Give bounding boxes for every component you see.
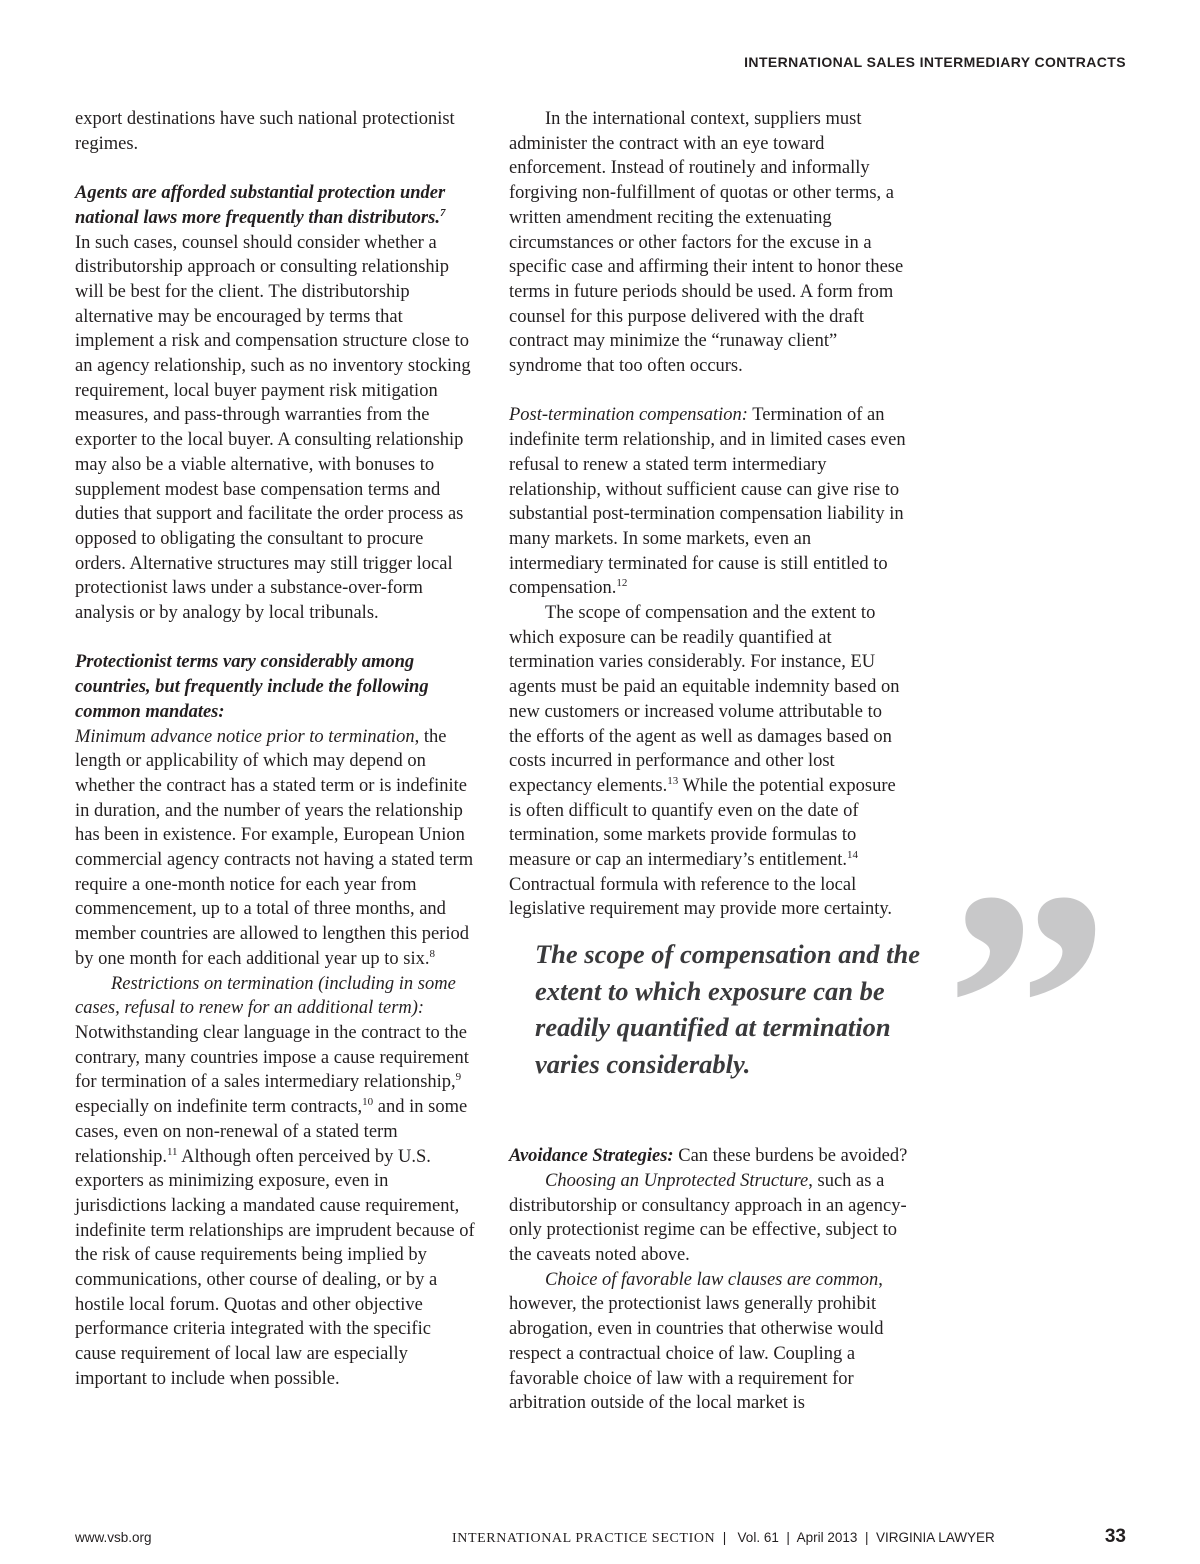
page-number: 33 — [1104, 1526, 1126, 1547]
paragraph — [509, 1144, 909, 1169]
right-column — [509, 107, 920, 1416]
paragraph-text: especially on indefinite term contracts, — [75, 1097, 363, 1118]
run-in-heading: Avoidance Strategies: — [509, 1146, 674, 1167]
paragraph: In the international context, suppliers must administer the contract with an eye toward enforcement. Instead of routinely and informally forgiving non-fulfillment of quotas or other terms, a written amendment reciting the extenuating circumstances or other factors for the excuse in a specific case and affirming their intent to honor these terms in future periods should be used. A form from counsel for this purpose delivered with the draft contract may minimize the “runaway client” syndrome that too often occurs. — [509, 109, 904, 377]
run-in-term: Choosing an Unprotected Structure — [545, 1170, 809, 1191]
footer-publication-info — [452, 1530, 995, 1547]
footer-date: April 2013 — [796, 1530, 858, 1545]
paragraph-text: Although often perceived by U.S. exporters as minimizing exposure, even in jurisdictions lacking a mandated cause requirement, indefinite term relationships are imprudent because of the risk of cause requirements being implied by communications, other course of dealing, or by a hostile local forum. Quotas and other objective performance criteria integrated with the specific cause requirement of local law are especially important to include when possible. — [75, 1146, 475, 1389]
paragraph — [509, 601, 909, 922]
paragraph-text: Termination of an indefinite term relationship, and in limited cases even refusal to renew a stated term intermediary relationship, without sufficient cause can give rise to substantial post-termination compensation liability in many markets. In some markets, even an intermediary terminated for cause is still entitled to compensation. — [509, 405, 906, 599]
paragraph — [75, 725, 475, 972]
paragraph: In such cases, counsel should consider whether a distributorship approach or consulting relationship will be best for the client. The distributorship alternative may be encouraged by terms that implement a risk and compensation structure close to an agency relationship, such as no inventory stocking requirement, local buyer payment risk mitigation measures, and pass-through warranties from the exporter to the local buyer. A consulting relationship may also be a viable alternative, with bonuses to supplement modest base compensation terms and duties that support and facilitate the order process as opposed to obligating the consultant to procure orders. Alternative structures may still trigger local protectionist laws under a substance-over-form analysis or by analogy by local tribunals. — [75, 232, 471, 624]
footnote-ref: 13 — [667, 774, 679, 787]
paragraph — [509, 1169, 909, 1268]
paragraph — [509, 403, 909, 601]
subheading — [75, 181, 475, 230]
footer-url: www.vsb.org — [75, 1530, 152, 1545]
run-in-term: Post-termination compensation: — [509, 405, 748, 426]
footer-volume: Vol. 61 — [737, 1530, 779, 1545]
run-in-term: Choice of favorable law clauses are common — [545, 1269, 879, 1290]
footer-separator: | — [722, 1530, 727, 1545]
footnote-ref: 8 — [429, 947, 435, 960]
paragraph-text: , such as a distributorship or consultancy approach in an agency-only protectionist regime can be effective, subject to the caveats noted above. — [509, 1170, 907, 1265]
footnote-ref: 9 — [455, 1071, 462, 1084]
paragraph-text: , however, the protectionist laws generally prohibit abrogation, even in countries that otherwise would respect a contractual choice of law. Coupling a favorable choice of law with a requirement for arbitration outside of the local market is — [509, 1269, 884, 1414]
paragraph-text: Can these burdens be avoided? — [673, 1146, 908, 1167]
paragraph — [75, 972, 475, 1392]
footnote-ref: 7 — [439, 206, 446, 219]
paragraph-text: , the length or applicability of which may depend on whether the contract has a stated term or is indefinite in duration, and the number of years the relationship has been in existence. For example, European Union commercial agency contracts not having a stated term require a one-month notice for each year from commencement, up to a total of three months, and member countries are allowed to lengthen this period by one month for each additional year up to six. — [75, 726, 474, 969]
run-in-term: Restrictions on termination (including in some cases, refusal to renew for an additional term): — [75, 973, 456, 1019]
running-head: INTERNATIONAL SALES INTERMEDIARY CONTRACTS — [744, 54, 1126, 70]
left-column — [75, 107, 475, 1392]
footer-separator: | — [864, 1530, 869, 1545]
paragraph — [509, 1268, 909, 1416]
quote-mark-icon: ” — [945, 824, 1110, 1189]
subheading-text: Agents are afforded substantial protection under national laws more frequently than distributors. — [75, 183, 446, 228]
footnote-ref: 11 — [166, 1145, 178, 1158]
paragraph-text: Contractual formula with reference to the local legislative requirement may provide more certainty. — [509, 874, 893, 920]
footnote-ref: 12 — [616, 577, 628, 590]
paragraph-text: While the potential exposure is often difficult to quantify even on the date of termination, some markets provide formulas to measure or cap an intermediary’s entitlement. — [509, 775, 896, 871]
footer-publication: VIRGINIA LAWYER — [875, 1530, 995, 1545]
footer-section: INTERNATIONAL PRACTICE SECTION — [452, 1531, 716, 1546]
paragraph-text: and in some cases, even on non-renewal of a stated term relationship. — [75, 1097, 468, 1167]
subheading: Protectionist terms vary considerably among countries, but frequently include the following common mandates: — [75, 652, 429, 722]
paragraph: export destinations have such national protectionist regimes. — [75, 109, 455, 154]
paragraph-text: Notwithstanding clear language in the contract to the contrary, many countries impose a cause requirement for termination of a sales intermediary relationship, — [75, 1022, 469, 1093]
run-in-term: Minimum advance notice prior to termination — [75, 726, 415, 747]
paragraph-text: The scope of compensation and the extent to which exposure can be readily quantified at termination varies considerably. For instance, EU agents must be paid an equitable indemnity based on new customers or increased volume attributable to the efforts of the agent as well as damages based on costs incurred in performance and other lost expectancy elements. — [509, 603, 900, 796]
footer-separator: | — [786, 1530, 790, 1545]
footnote-ref: 14 — [847, 849, 859, 862]
footnote-ref: 10 — [362, 1096, 374, 1109]
pull-quote: The scope of compensation and the extent to which exposure can be readily quantified at termination varies considerably. — [535, 939, 920, 1079]
